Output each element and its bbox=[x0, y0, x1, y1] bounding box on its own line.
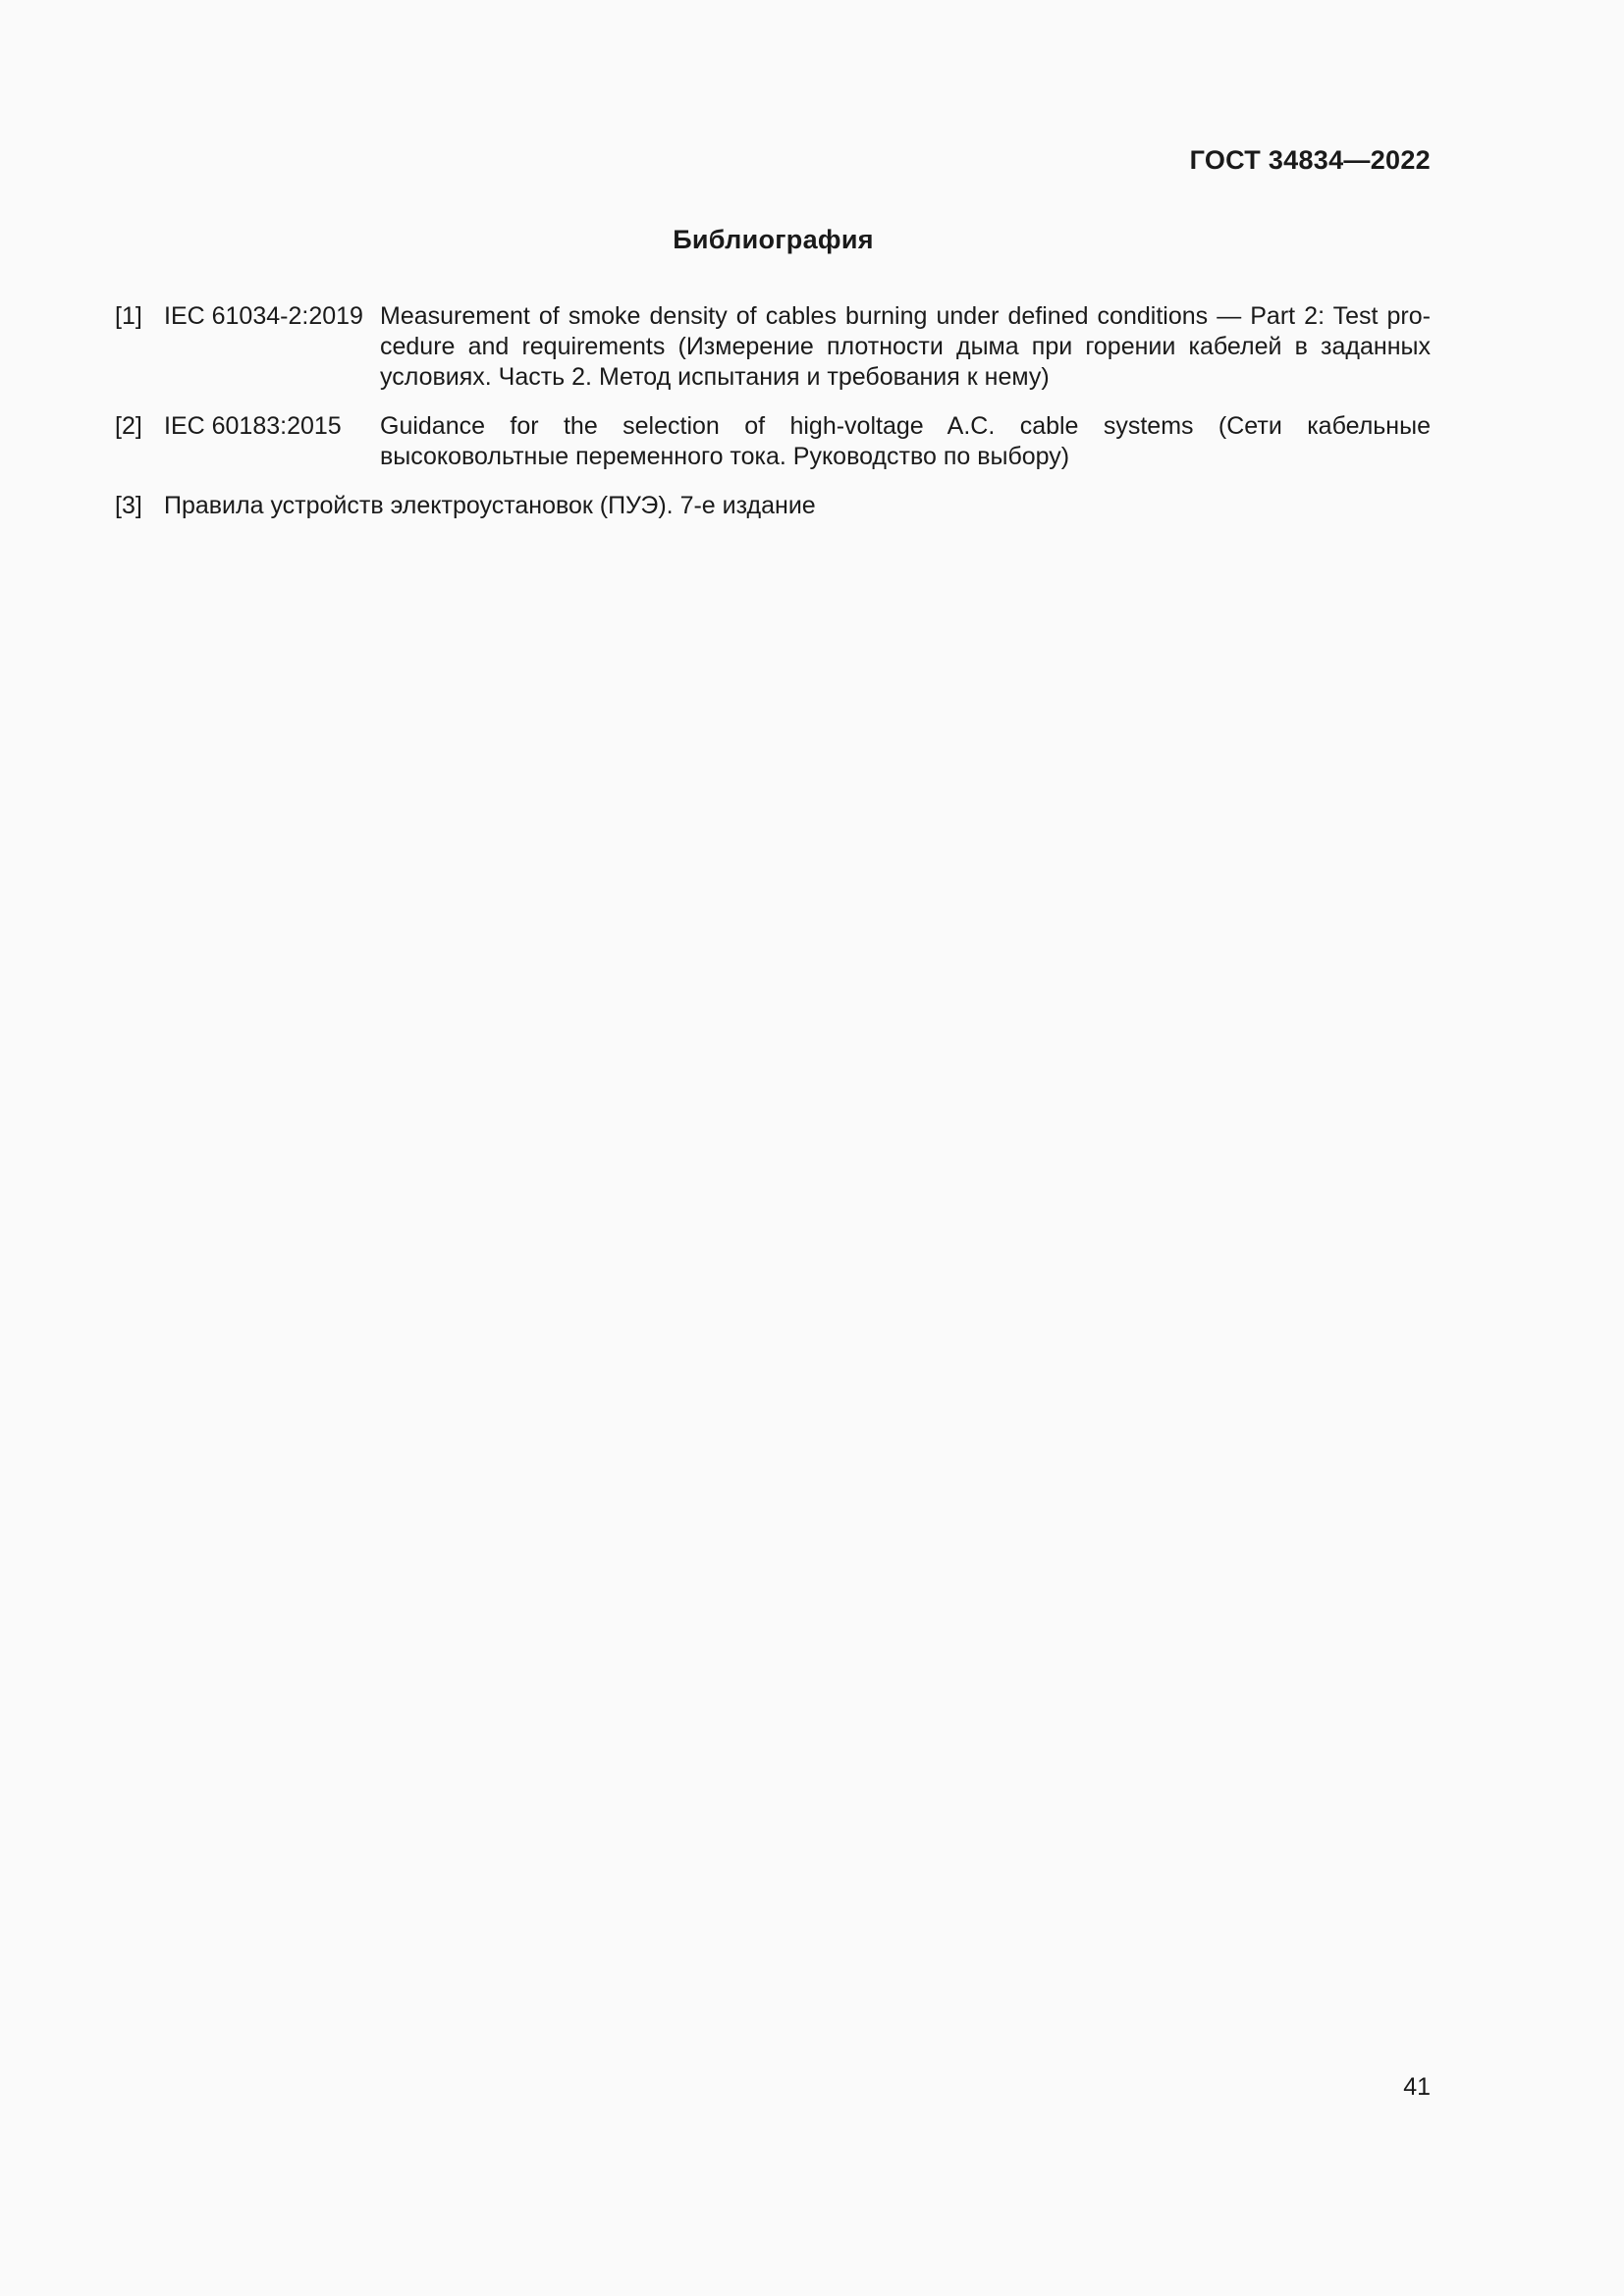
bibliography-list bbox=[115, 301, 1431, 540]
entry-text: Measurement of smoke density of cables burning under defined conditions — Part 2: Test procedure and requirements (Измерение плотности дыма при горении кабелей в заданных условиях. Часть 2. Метод испытания и требования к нему) bbox=[380, 302, 1431, 391]
entry-number: [3] bbox=[115, 492, 142, 519]
page-number: 41 bbox=[1403, 2073, 1431, 2101]
entry-standard: IEC 61034-2:2019 bbox=[164, 302, 363, 330]
entry-number: [2] bbox=[115, 412, 142, 440]
bibliography-title: Библиография bbox=[673, 225, 874, 254]
entry-standard: IEC 60183:2015 bbox=[164, 412, 342, 440]
bibliography-entry-2 bbox=[115, 411, 1431, 472]
entry-text: Правила устройств электроустановок (ПУЭ). 7-е издание bbox=[164, 492, 816, 519]
entry-number: [1] bbox=[115, 302, 142, 330]
bibliography-entry-3 bbox=[115, 491, 1431, 521]
entry-text: Guidance for the selection of high-voltage A.C. cable systems (Сети кабельные высоковольтные переменного тока. Руководство по выбору) bbox=[380, 412, 1431, 470]
bibliography-entry-1 bbox=[115, 301, 1431, 393]
document-code: ГОСТ 34834—2022 bbox=[1189, 145, 1431, 175]
